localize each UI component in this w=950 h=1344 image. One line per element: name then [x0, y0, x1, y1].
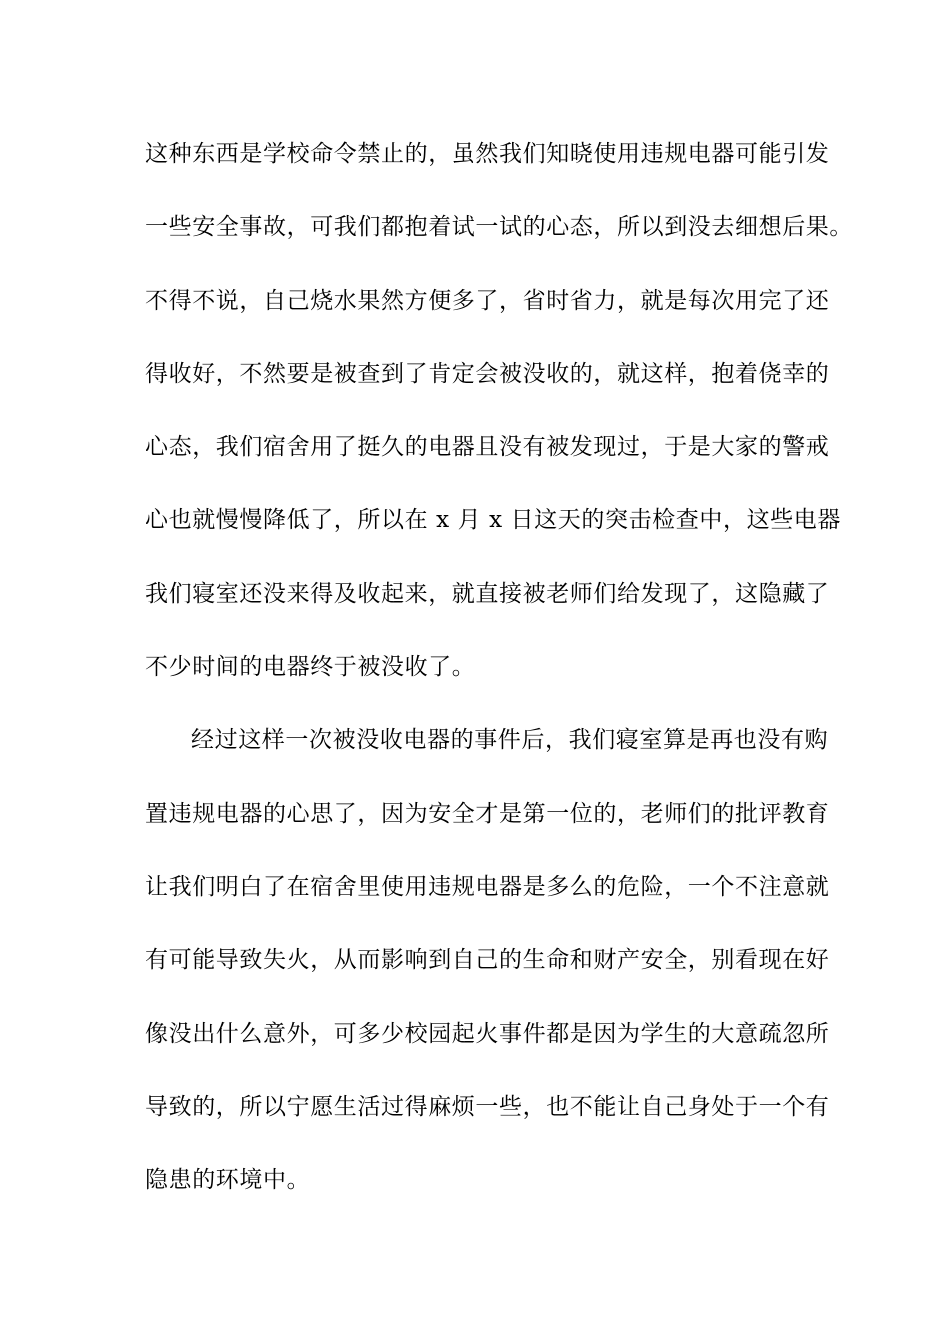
text-line: 得收好，不然要是被查到了肯定会被没收的，就这样，抱着侥幸的 [145, 360, 830, 387]
text-line: 这种东西是学校命令禁止的，虽然我们知晓使用违规电器可能引发 [145, 141, 830, 167]
text-line: 隐患的环境中。 [145, 1167, 311, 1194]
text-line: 心态，我们宿舍用了挺久的电器且没有被发现过，于是大家的警戒 [145, 434, 830, 461]
text-line: 我们寝室还没来得及收起来，就直接被老师们给发现了，这隐藏了 [145, 580, 830, 607]
text-line: 有可能导致失火，从而影响到自己的生命和财产安全，别看现在好 [145, 947, 830, 974]
text-line: 不得不说，自己烧水果然方便多了，省时省力，就是每次用完了还 [145, 287, 830, 314]
text-line: 心也就慢慢降低了，所以在 x 月 x 日这天的突击检查中，这些电器 [145, 507, 841, 534]
paragraph [145, 128, 853, 714]
text-line: 像没出什么意外，可多少校园起火事件都是因为学生的大意疏忽所 [145, 1020, 830, 1047]
paragraph [145, 714, 830, 1227]
text-line: 不少时间的电器终于被没收了。 [145, 654, 476, 681]
document-body [145, 128, 853, 1227]
text-line: 置违规电器的心思了，因为安全才是第一位的，老师们的批评教育 [145, 800, 830, 827]
text-line: 一些安全事故，可我们都抱着试一试的心态，所以到没去细想后果。 [145, 214, 853, 241]
text-line: 经过这样一次被没收电器的事件后，我们寝室算是再也没有购 [191, 727, 829, 754]
text-line: 导致的，所以宁愿生活过得麻烦一些，也不能让自己身处于一个有 [145, 1093, 830, 1120]
text-line: 让我们明白了在宿舍里使用违规电器是多么的危险，一个不注意就 [145, 873, 830, 900]
